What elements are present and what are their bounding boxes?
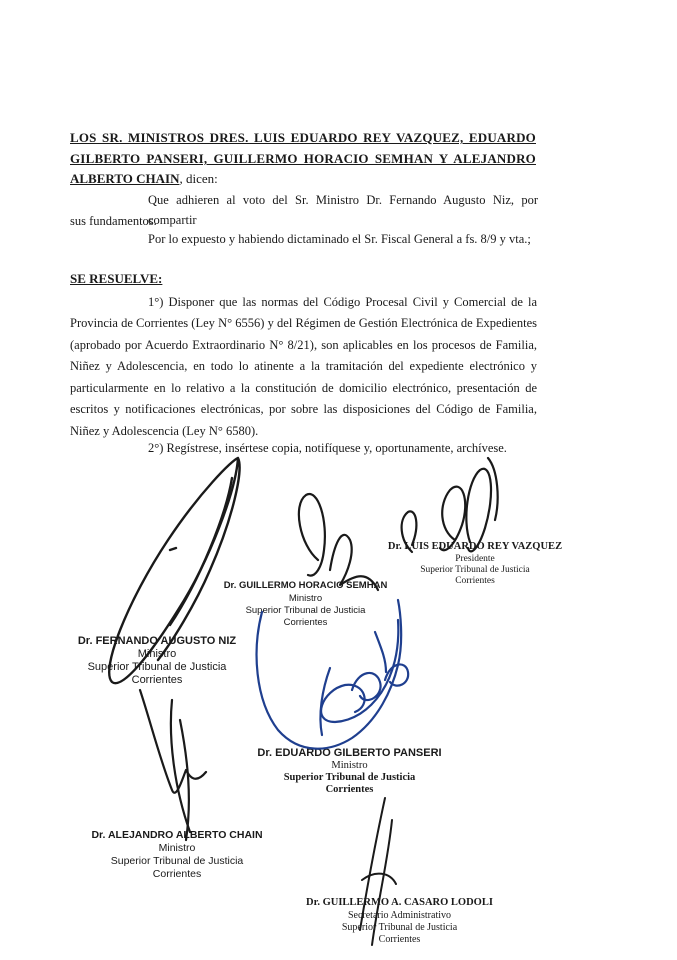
paragraph-por-lo-expuesto: Por lo expuesto y habiendo dictaminado el Sr. Fiscal General a fs. 8/9 y vta.;: [148, 232, 531, 246]
signer-court: Superior Tribunal de Justicia: [341, 922, 458, 933]
signer-role: Ministro: [158, 842, 196, 854]
signer-city: Corrientes: [152, 868, 202, 880]
signature-block-semhan: [218, 579, 393, 629]
signer-role: Ministro: [137, 648, 177, 660]
paragraph-adhieren-cont: sus fundamentos.: [70, 214, 157, 228]
signer-name: Dr. GUILLERMO HORACIO SEMHAN: [223, 580, 388, 591]
signer-court: Superior Tribunal de Justicia: [245, 605, 366, 616]
signature-block-rey-vazquez: [380, 540, 570, 587]
intro-paragraph: [70, 127, 536, 169]
signer-court: Superior Tribunal de Justicia: [87, 661, 227, 673]
signature-block-niz: [68, 634, 246, 687]
resuelve-item-1-first: 1°) Disponer que las normas del Código Procesal Civil y Comercial de la: [148, 295, 537, 309]
resuelve-heading: SE RESUELVE:: [70, 271, 163, 286]
signer-name: Dr. FERNANDO AUGUSTO NIZ: [77, 635, 237, 647]
signature-block-panseri: [247, 746, 452, 796]
signature-block-casaro: [302, 896, 497, 946]
intro-dicen: , dicen:: [179, 171, 218, 186]
signer-city: Corrientes: [283, 617, 328, 628]
intro-name-chain: ALBERTO CHAIN: [70, 171, 180, 186]
signer-city: Corrientes: [455, 576, 495, 586]
intro-line-2: GILBERTO PANSERI, GUILLERMO HORACIO SEMHAN Y ALEJANDRO: [70, 151, 536, 166]
signer-name: Dr. LUIS EDUARDO REY VAZQUEZ: [387, 541, 563, 552]
intro-line-1: LOS SR. MINISTROS DRES. LUIS EDUARDO REY VAZQUEZ, EDUARDO: [70, 130, 536, 145]
signer-court: Superior Tribunal de Justicia: [283, 772, 416, 783]
signer-name: Dr. EDUARDO GILBERTO PANSERI: [257, 747, 442, 759]
signer-court: Superior Tribunal de Justicia: [110, 855, 244, 867]
signer-city: Corrientes: [325, 784, 374, 795]
resuelve-item-2: 2°) Regístrese, insértese copia, notifíquese y, oportunamente, archívese.: [148, 441, 507, 455]
signer-city: Corrientes: [378, 934, 421, 945]
signer-name: Dr. ALEJANDRO ALBERTO CHAIN: [91, 829, 263, 841]
signer-role: Presidente: [455, 554, 495, 564]
signature-chain-stroke: [140, 690, 206, 840]
signature-semhan-stroke: [299, 494, 378, 590]
signer-court: Superior Tribunal de Justicia: [420, 565, 530, 575]
signer-name: Dr. GUILLERMO A. CASARO LODOLI: [306, 897, 493, 908]
signer-role: Ministro: [331, 760, 368, 771]
signer-role: Secretario Administrativo: [347, 910, 452, 921]
signature-block-chain: [82, 828, 272, 881]
signer-city: Corrientes: [131, 674, 183, 686]
signature-rey-vazquez-stroke: [402, 458, 498, 552]
resuelve-item-1-body: Provincia de Corrientes (Ley N° 6556) y del Régimen de Gestión Electrónica de Expedientes (aprobado por Acuerdo Extraordinario N° 8/21), son aplicables en los procesos de Familia, Niñez y Adolescencia, en todo lo atinente a la tramitación del expediente electrónico y particularmente en lo relativo a la constitución de domicilio electrónico, presentación de escritos y notificaciones electrónicas, por sobre las disposiciones del Código de Familia, Niñez y Adolescencia (Ley N° 6580).: [70, 316, 537, 438]
signer-role: Ministro: [288, 593, 323, 604]
intro-line-3: [70, 169, 218, 189]
paragraph-adhieren: Que adhieren al voto del Sr. Ministro Dr. Fernando Augusto Niz, por compartir: [148, 193, 538, 227]
